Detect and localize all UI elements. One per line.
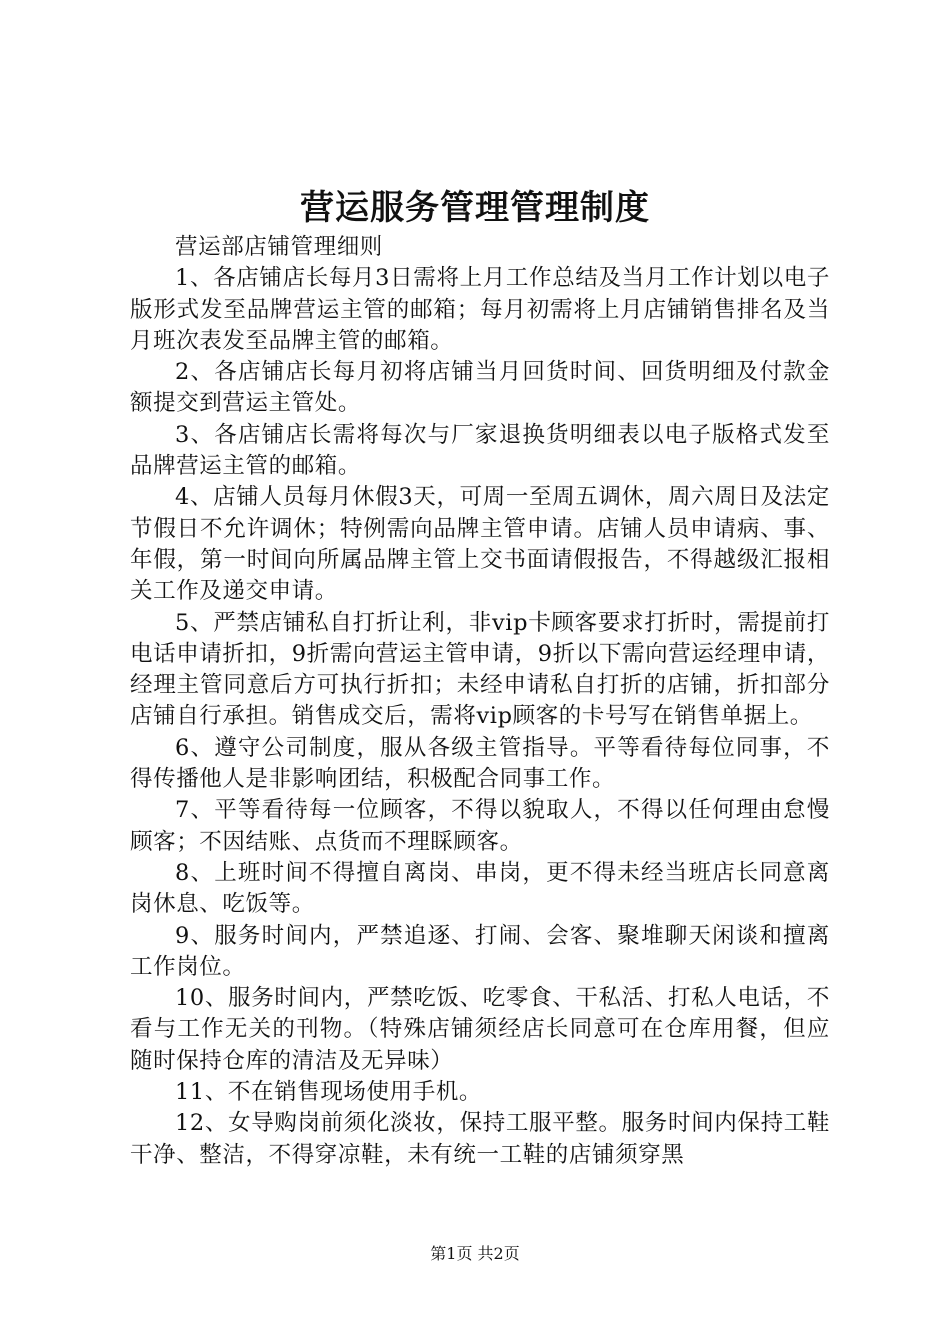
document-body <box>130 232 830 1171</box>
paragraph-section-heading: 营运部店铺管理细则 <box>175 234 383 260</box>
paragraph-item-11: 11、不在销售现场使用手机。 <box>175 1079 483 1106</box>
paragraph-item-2: 2、各店铺店长每月初将店铺当月回货时间、回货明细及付款金额提交到营运主管处。 <box>130 359 830 417</box>
page-footer: 第1页 共2页 <box>430 1244 520 1263</box>
paragraph-item-10: 10、服务时间内，严禁吃饭、吃零食、干私活、打私人电话，不看与工作无关的刊物。（特殊店铺须经店长同意可在仓库用餐，但应随时保持仓库的清洁及无异味） <box>130 985 830 1074</box>
paragraph-item-6: 6、遵守公司制度，服从各级主管指导。平等看待每位同事，不得传播他人是非影响团结，积极配合同事工作。 <box>130 734 830 793</box>
paragraph-item-8: 8、上班时间不得擅自离岗、串岗，更不得未经当班店长同意离岗休息、吃饭等。 <box>130 859 830 918</box>
paragraph-item-5: 5、严禁店铺私自打折让利，非vip卡顾客要求打折时，需提前打电话申请折扣，9折需向营运主管申请，9折以下需向营运经理申请，经理主管同意后方可执行折扣；未经申请私自打折的店铺，折扣部分店铺自行承担。销售成交后，需将vip顾客的卡号写在销售单据上。 <box>130 609 830 730</box>
paragraph-item-3: 3、各店铺店长需将每次与厂家退换货明细表以电子版格式发至品牌营运主管的邮箱。 <box>130 421 830 480</box>
paragraph-item-4: 4、店铺人员每月休假3天，可周一至周五调休，周六周日及法定节假日不允许调休；特例需向品牌主管申请。店铺人员申请病、事、年假，第一时间向所属品牌主管上交书面请假报告，不得越级汇报相关工作及递交申请。 <box>130 484 830 605</box>
paragraph-item-9: 9、服务时间内，严禁追逐、打闹、会客、聚堆聊天闲谈和擅离工作岗位。 <box>130 922 830 980</box>
document-title: 营运服务管理管理制度 <box>300 188 650 228</box>
paragraph-item-7: 7、平等看待每一位顾客，不得以貌取人，不得以任何理由怠慢顾客；不因结账、点货而不理睬顾客。 <box>130 797 830 855</box>
paragraph-item-1: 1、各店铺店长每月3日需将上月工作总结及当月工作计划以电子版形式发至品牌营运主管的邮箱；每月初需将上月店铺销售排名及当月班次表发至品牌主管的邮箱。 <box>130 265 830 354</box>
paragraph-item-12: 12、女导购岗前须化淡妆，保持工服平整。服务时间内保持工鞋干净、整洁，不得穿凉鞋，未有统一工鞋的店铺须穿黑 <box>130 1110 830 1168</box>
